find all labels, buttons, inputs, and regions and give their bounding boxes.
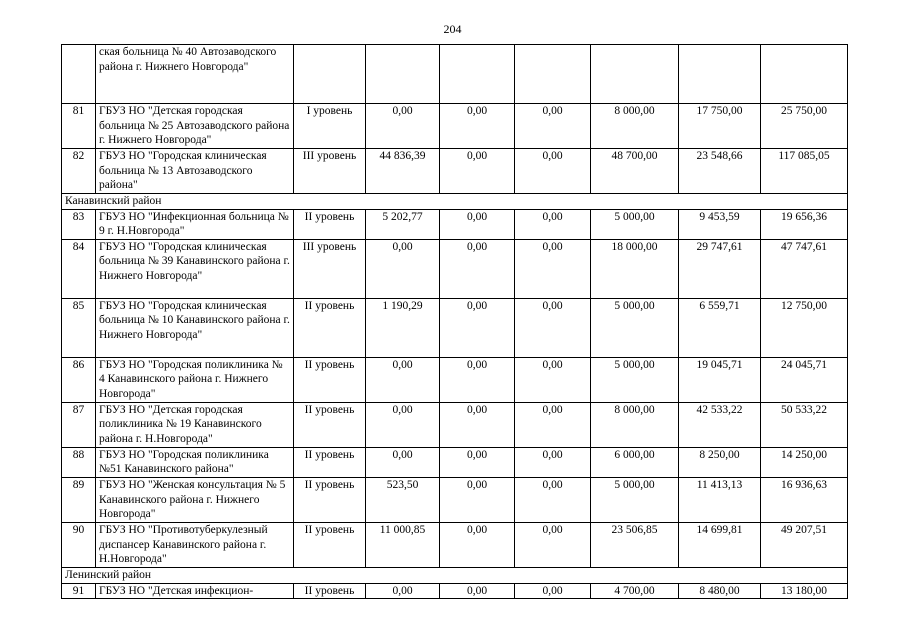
care-level: III уровень bbox=[294, 239, 366, 298]
amount-col-1: 5 202,77 bbox=[366, 209, 440, 239]
amount-col-1: 523,50 bbox=[366, 477, 440, 522]
care-level: I уровень bbox=[294, 104, 366, 149]
district-section-row bbox=[62, 194, 848, 210]
district-name: Канавинский район bbox=[62, 194, 848, 210]
amount-col-1: 0,00 bbox=[366, 239, 440, 298]
amount-col-5: 9 453,59 bbox=[679, 209, 761, 239]
amount-col-2: 0,00 bbox=[440, 583, 515, 599]
hospital-funding-table bbox=[61, 44, 848, 599]
amount-col-2: 0,00 bbox=[440, 447, 515, 477]
table-row bbox=[62, 45, 848, 104]
care-level: II уровень bbox=[294, 447, 366, 477]
table-row bbox=[62, 239, 848, 298]
amount-col-2: 0,00 bbox=[440, 402, 515, 447]
amount-col-5: 8 250,00 bbox=[679, 447, 761, 477]
amount-col-4: 23 506,85 bbox=[591, 522, 679, 567]
amount-col-4: 5 000,00 bbox=[591, 357, 679, 402]
amount-total: 14 250,00 bbox=[761, 447, 848, 477]
amount-col-5: 14 699,81 bbox=[679, 522, 761, 567]
amount-col-5: 42 533,22 bbox=[679, 402, 761, 447]
table-row bbox=[62, 447, 848, 477]
amount-col-5: 17 750,00 bbox=[679, 104, 761, 149]
table-row bbox=[62, 209, 848, 239]
amount-total: 25 750,00 bbox=[761, 104, 848, 149]
row-number: 81 bbox=[62, 104, 96, 149]
amount-col-2: 0,00 bbox=[440, 298, 515, 357]
amount-col-5 bbox=[679, 45, 761, 104]
amount-col-2: 0,00 bbox=[440, 149, 515, 194]
amount-col-1: 0,00 bbox=[366, 357, 440, 402]
care-level: II уровень bbox=[294, 477, 366, 522]
amount-total: 50 533,22 bbox=[761, 402, 848, 447]
row-number: 91 bbox=[62, 583, 96, 599]
amount-col-3: 0,00 bbox=[515, 298, 591, 357]
amount-total: 49 207,51 bbox=[761, 522, 848, 567]
amount-col-3: 0,00 bbox=[515, 583, 591, 599]
amount-col-1: 11 000,85 bbox=[366, 522, 440, 567]
amount-col-4: 8 000,00 bbox=[591, 402, 679, 447]
amount-col-5: 6 559,71 bbox=[679, 298, 761, 357]
amount-col-2: 0,00 bbox=[440, 239, 515, 298]
amount-total: 117 085,05 bbox=[761, 149, 848, 194]
care-level: II уровень bbox=[294, 583, 366, 599]
amount-total: 13 180,00 bbox=[761, 583, 848, 599]
amount-col-4: 8 000,00 bbox=[591, 104, 679, 149]
amount-col-1: 44 836,39 bbox=[366, 149, 440, 194]
amount-col-5: 19 045,71 bbox=[679, 357, 761, 402]
row-number: 89 bbox=[62, 477, 96, 522]
table-row bbox=[62, 522, 848, 567]
amount-col-1: 0,00 bbox=[366, 447, 440, 477]
amount-col-4: 6 000,00 bbox=[591, 447, 679, 477]
amount-col-3: 0,00 bbox=[515, 357, 591, 402]
amount-col-4: 5 000,00 bbox=[591, 209, 679, 239]
amount-col-3: 0,00 bbox=[515, 522, 591, 567]
amount-col-2: 0,00 bbox=[440, 522, 515, 567]
amount-col-1 bbox=[366, 45, 440, 104]
institution-name: ГБУЗ НО "Городская клиническая больница № 13 Автозаводского района" bbox=[96, 149, 294, 194]
amount-col-5: 11 413,13 bbox=[679, 477, 761, 522]
amount-col-3: 0,00 bbox=[515, 209, 591, 239]
amount-col-5: 8 480,00 bbox=[679, 583, 761, 599]
table-row bbox=[62, 149, 848, 194]
row-number: 86 bbox=[62, 357, 96, 402]
institution-name: ГБУЗ НО "Городская поликлиника №51 Канавинского района" bbox=[96, 447, 294, 477]
amount-col-2: 0,00 bbox=[440, 357, 515, 402]
table-row bbox=[62, 583, 848, 599]
care-level: II уровень bbox=[294, 402, 366, 447]
amount-col-1: 0,00 bbox=[366, 583, 440, 599]
care-level: II уровень bbox=[294, 209, 366, 239]
care-level: II уровень bbox=[294, 357, 366, 402]
amount-total bbox=[761, 45, 848, 104]
district-name: Ленинский район bbox=[62, 567, 848, 583]
care-level: II уровень bbox=[294, 298, 366, 357]
table-row bbox=[62, 402, 848, 447]
care-level: III уровень bbox=[294, 149, 366, 194]
institution-name: ГБУЗ НО "Противотуберкулезный диспансер Канавинского района г. Н.Новгорода" bbox=[96, 522, 294, 567]
district-section-row bbox=[62, 567, 848, 583]
amount-col-2 bbox=[440, 45, 515, 104]
amount-col-3: 0,00 bbox=[515, 477, 591, 522]
amount-col-4: 5 000,00 bbox=[591, 477, 679, 522]
amount-col-4: 5 000,00 bbox=[591, 298, 679, 357]
table-row bbox=[62, 298, 848, 357]
care-level bbox=[294, 45, 366, 104]
amount-total: 47 747,61 bbox=[761, 239, 848, 298]
institution-name: ГБУЗ НО "Детская инфекцион- bbox=[96, 583, 294, 599]
row-number: 88 bbox=[62, 447, 96, 477]
institution-name: ГБУЗ НО "Городская клиническая больница № 39 Канавинского района г. Нижнего Новгорода" bbox=[96, 239, 294, 298]
amount-col-3 bbox=[515, 45, 591, 104]
amount-col-1: 1 190,29 bbox=[366, 298, 440, 357]
institution-name: ГБУЗ НО "Детская городская больница № 25 Автозаводского района г. Нижнего Новгорода" bbox=[96, 104, 294, 149]
row-number: 82 bbox=[62, 149, 96, 194]
care-level: II уровень bbox=[294, 522, 366, 567]
amount-col-3: 0,00 bbox=[515, 402, 591, 447]
amount-col-4: 18 000,00 bbox=[591, 239, 679, 298]
institution-name: ская больница № 40 Автозаводского района г. Нижнего Новгорода" bbox=[96, 45, 294, 104]
table-row bbox=[62, 477, 848, 522]
table-row bbox=[62, 357, 848, 402]
institution-name: ГБУЗ НО "Городская клиническая больница № 10 Канавинского района г. Нижнего Новгорода" bbox=[96, 298, 294, 357]
amount-col-4: 48 700,00 bbox=[591, 149, 679, 194]
amount-total: 12 750,00 bbox=[761, 298, 848, 357]
row-number: 87 bbox=[62, 402, 96, 447]
row-number: 90 bbox=[62, 522, 96, 567]
institution-name: ГБУЗ НО "Инфекционная больница № 9 г. Н.Новгорода" bbox=[96, 209, 294, 239]
amount-col-1: 0,00 bbox=[366, 104, 440, 149]
amount-total: 16 936,63 bbox=[761, 477, 848, 522]
amount-total: 19 656,36 bbox=[761, 209, 848, 239]
page-number: 204 bbox=[443, 22, 462, 36]
amount-col-4 bbox=[591, 45, 679, 104]
amount-col-3: 0,00 bbox=[515, 239, 591, 298]
amount-col-3: 0,00 bbox=[515, 104, 591, 149]
amount-col-4: 4 700,00 bbox=[591, 583, 679, 599]
institution-name: ГБУЗ НО "Женская консультация № 5 Канавинского района г. Нижнего Новгорода" bbox=[96, 477, 294, 522]
amount-col-3: 0,00 bbox=[515, 447, 591, 477]
institution-name: ГБУЗ НО "Детская городская поликлиника № 19 Канавинского района г. Н.Новгорода" bbox=[96, 402, 294, 447]
amount-total: 24 045,71 bbox=[761, 357, 848, 402]
institution-name: ГБУЗ НО "Городская поликлиника № 4 Канавинского района г. Нижнего Новгорода" bbox=[96, 357, 294, 402]
table-row bbox=[62, 104, 848, 149]
amount-col-5: 29 747,61 bbox=[679, 239, 761, 298]
row-number: 84 bbox=[62, 239, 96, 298]
amount-col-2: 0,00 bbox=[440, 104, 515, 149]
row-number: 83 bbox=[62, 209, 96, 239]
row-number bbox=[62, 45, 96, 104]
amount-col-2: 0,00 bbox=[440, 477, 515, 522]
row-number: 85 bbox=[62, 298, 96, 357]
amount-col-5: 23 548,66 bbox=[679, 149, 761, 194]
amount-col-3: 0,00 bbox=[515, 149, 591, 194]
amount-col-1: 0,00 bbox=[366, 402, 440, 447]
amount-col-2: 0,00 bbox=[440, 209, 515, 239]
